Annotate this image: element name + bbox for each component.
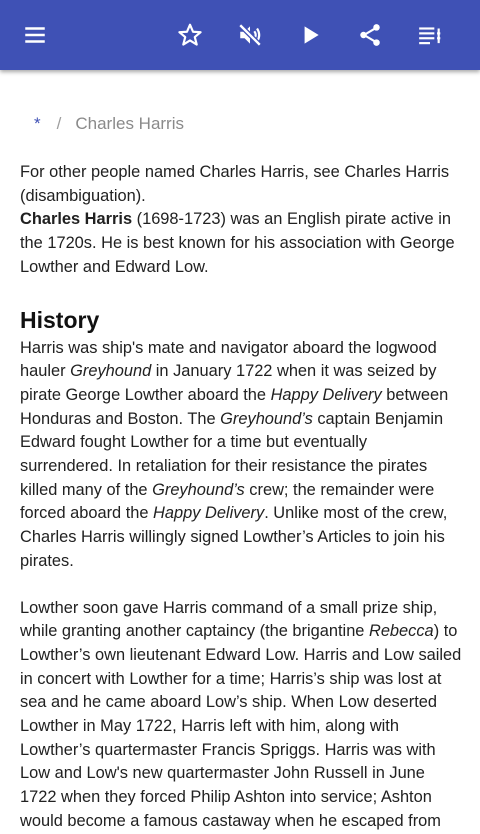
playlist-icon	[417, 22, 443, 48]
ship-name: Greyhound’s	[220, 409, 313, 428]
play-icon	[297, 22, 323, 48]
ship-name: Happy Delivery	[270, 385, 382, 404]
breadcrumb-current: Charles Harris	[75, 114, 184, 133]
intro-paragraph	[20, 208, 464, 279]
breadcrumb-separator: /	[56, 114, 62, 133]
mute-button[interactable]	[230, 15, 270, 55]
volume-off-icon	[237, 22, 263, 48]
paragraph-text: between Honduras and Boston. The	[20, 385, 449, 428]
star-outline-icon	[177, 22, 203, 48]
paragraph-text: ) to Lowther’s own lieutenant Edward Low. Harris and Low sailed in concert with Lowther for a time; Harris’s ship was lost at sea and he came aboard Low’s ship. When Low deserted Lowther in May 1722, Harris left with him, along with Lowther’s quartermaster Francis Spriggs. Harris was with Low and Low's new quartermaster John Russell in June 1722 when they forced Philip Ashton into service; Ashton would become a famous castaway when he escaped from	[20, 622, 462, 830]
intro-text: (1698-1723) was an English pirate active in the 1720s. He is best known for his association with George Lowther and Edward Low.	[20, 210, 455, 276]
section-heading-history: History	[20, 306, 100, 333]
paragraph-text: Lowther soon gave Harris command of a small prize ship, while granting another captaincy (the brigantine	[20, 598, 438, 641]
app-toolbar	[0, 0, 480, 70]
paragraph-text: in January 1722 when it was seized by pirate George Lowther aboard the	[20, 362, 437, 404]
ship-name: Greyhound	[70, 362, 152, 381]
ship-name: Rebecca	[368, 622, 434, 641]
play-button[interactable]	[290, 15, 330, 55]
share-icon	[357, 22, 383, 48]
article-body	[20, 161, 464, 834]
playlist-button[interactable]	[410, 15, 450, 55]
menu-button[interactable]	[15, 15, 55, 55]
ship-name: Happy Delivery	[153, 504, 265, 523]
breadcrumb	[34, 114, 184, 134]
share-button[interactable]	[350, 15, 390, 55]
favorite-button[interactable]	[170, 15, 210, 55]
hamburger-menu-icon	[22, 22, 48, 48]
ship-name: Greyhound’s	[152, 480, 245, 499]
paragraph-text: Harris was ship's mate and navigator aboard the logwood hauler	[20, 338, 437, 381]
hatnote: For other people named Charles Harris, see Charles Harris (disambiguation).	[20, 163, 450, 205]
article-subject: Charles Harris	[20, 210, 133, 229]
paragraph-spacer	[20, 574, 464, 597]
paragraph-text: . Unlike most of the crew, Charles Harris willingly signed Lowther’s Articles to join his pirates.	[20, 504, 448, 570]
breadcrumb-home-link[interactable]: *	[34, 114, 41, 133]
history-paragraph-1	[20, 337, 464, 574]
history-paragraph-2	[20, 597, 464, 834]
paragraph-text: crew; the remainder were forced aboard the	[20, 480, 435, 523]
paragraph-text: captain Benjamin Edward fought Lowther for a time but eventually surrendered. In retaliation for their resistance the pirates killed many of the	[20, 409, 444, 499]
